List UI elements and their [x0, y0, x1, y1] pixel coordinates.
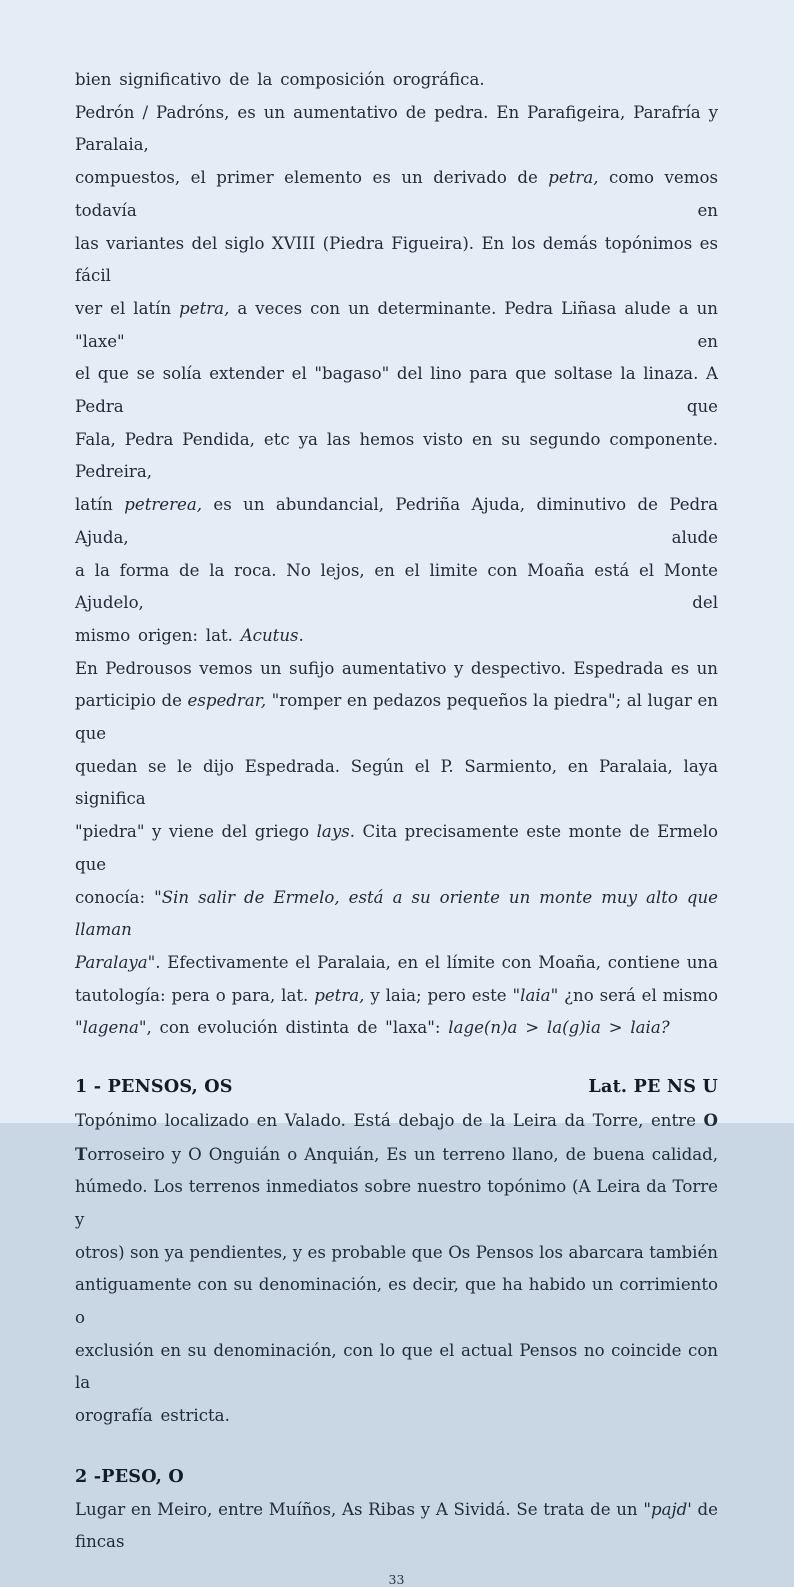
text-run: húmedo. Los terrenos inmediatos sobre nuestro topónimo (A Leira da Torre y: [75, 1177, 718, 1229]
text-line: [75, 1012, 718, 1045]
text-run: petra,: [314, 985, 365, 1005]
text-run: .: [298, 625, 304, 645]
text-run: espedrar,: [187, 691, 267, 711]
text-run: Lugar en Meiro, entre Muíños, As Ribas y A Sividá. Se trata de un: [75, 1499, 644, 1519]
text-line: [75, 685, 718, 750]
text-run: de fincas: [75, 1499, 718, 1552]
text-line: [75, 489, 718, 554]
text-run: petra,: [179, 298, 230, 318]
text-run: es un abundancial, Pedriña Ajuda, diminutivo de Pedra Ajuda, alude: [75, 495, 719, 547]
text-line: [75, 1237, 718, 1270]
text-line: [75, 980, 718, 1013]
heading-title: 1 - PENSOS, OS: [75, 1076, 233, 1098]
text-run: , con evolución distinta de "laxa":: [146, 1018, 449, 1038]
text-line: [75, 1335, 718, 1400]
text-run: orografía estricta.: [75, 1406, 230, 1426]
text-line: [75, 1104, 718, 1138]
heading-title: 2 -PESO, O: [75, 1465, 184, 1487]
text-line: [75, 816, 718, 881]
text-line: [75, 1494, 718, 1559]
text-line: [75, 1400, 718, 1433]
text-run: petrerea,: [124, 495, 203, 515]
text-run: a veces con un determinante. Pedra Liñasa alude a un "laxe" en: [75, 298, 718, 351]
text-run: y laia; pero este: [364, 985, 513, 1005]
text-run: lays: [316, 822, 350, 842]
section-heading: [75, 1071, 718, 1104]
page-number: 33: [388, 1571, 405, 1587]
text-run: mismo origen: lat.: [75, 625, 241, 645]
text-run: conocía:: [75, 887, 155, 907]
section-heading: [75, 1461, 718, 1494]
text-run: participio de: [75, 691, 188, 711]
text-run: ¿no será el mismo: [558, 985, 718, 1005]
text-run: "romper en pedazos pequeños la piedra"; al lugar en que: [75, 691, 718, 744]
text-run: otros) son ya pendientes, y es probable que Os Pensos los abarcara también: [75, 1242, 718, 1262]
text-run: . Efectivamente el Paralaia, en el límite con Moaña, contiene una: [155, 952, 718, 972]
text-line: [75, 653, 718, 686]
text-run: el que se solía extender el "bagaso" del lino para que soltase la linaza. A Pedra que: [75, 364, 718, 417]
text-run: Topónimo localizado en Valado. Está debajo de la Leira da Torre, entre: [75, 1110, 704, 1130]
text-line: [75, 64, 718, 97]
text-line: [75, 358, 718, 423]
text-line: [75, 424, 718, 489]
text-run: Pedrón / Padróns, es un aumentativo de pedra. En Parafigeira, Parafría y Paralaia,: [75, 102, 718, 155]
text-line: [75, 620, 718, 653]
text-run: "piedra" y viene del griego: [75, 822, 317, 842]
text-run: tautología: pera o para, lat.: [75, 985, 315, 1005]
text-run: "laia": [512, 985, 559, 1005]
text-line: [75, 162, 718, 227]
document-body: [75, 64, 718, 1559]
text-run: petra,: [548, 168, 599, 188]
text-line: [75, 228, 718, 293]
text-line: [75, 1171, 718, 1236]
text-line: [75, 947, 718, 980]
heading-etymology: Lat. PE NS U: [588, 1076, 718, 1098]
text-run: latín: [75, 495, 125, 515]
text-line: [75, 555, 718, 620]
text-run: "lagena": [75, 1018, 147, 1038]
text-run: Fala, Pedra Pendida, etc ya las hemos visto en su segundo componente. Pedreira,: [75, 429, 718, 482]
text-run: las variantes del siglo XVIII (Piedra Figueira). En los demás topónimos es fácil: [75, 233, 718, 286]
text-run: "pajd': [643, 1499, 692, 1519]
text-run: O: [703, 1109, 718, 1130]
text-line: [75, 1269, 718, 1334]
text-run: "Sin salir de Ermelo, está a su oriente un monte muy alto que llaman: [75, 887, 718, 940]
text-run: En Pedrousos vemos un sufijo aumentativo y despectivo. Espedrada es un: [75, 658, 718, 678]
text-run: quedan se le dijo Espedrada. Según el P. Sarmiento, en Paralaia, laya significa: [75, 756, 718, 809]
text-run: orroseiro y O Onguián o Anquián, Es un terreno llano, de buena calidad,: [87, 1144, 718, 1164]
text-run: lage(n)a > la(g)ia > laia?: [448, 1018, 670, 1038]
text-run: T: [75, 1143, 88, 1164]
text-line: [75, 1138, 718, 1172]
text-run: bien significativo de la composición orográfica.: [75, 70, 485, 89]
text-run: Paralaya": [75, 952, 156, 972]
text-line: [75, 751, 718, 816]
text-run: compuestos, el primer elemento es un derivado de: [75, 168, 549, 188]
text-run: Acutus: [240, 625, 299, 645]
text-run: antiguamente con su denominación, es decir, que ha habido un corrimiento o: [75, 1275, 718, 1328]
text-line: [75, 882, 718, 947]
text-run: como vemos todavía en: [75, 168, 718, 220]
text-run: . Cita precisamente este monte de Ermelo que: [75, 822, 719, 874]
text-run: exclusión en su denominación, con lo que el actual Pensos no coincide con la: [75, 1340, 718, 1393]
text-run: a la forma de la roca. No lejos, en el limite con Moaña está el Monte Ajudelo, del: [75, 560, 718, 613]
text-line: [75, 293, 718, 358]
text-run: ver el latín: [75, 298, 180, 318]
text-line: [75, 97, 718, 162]
